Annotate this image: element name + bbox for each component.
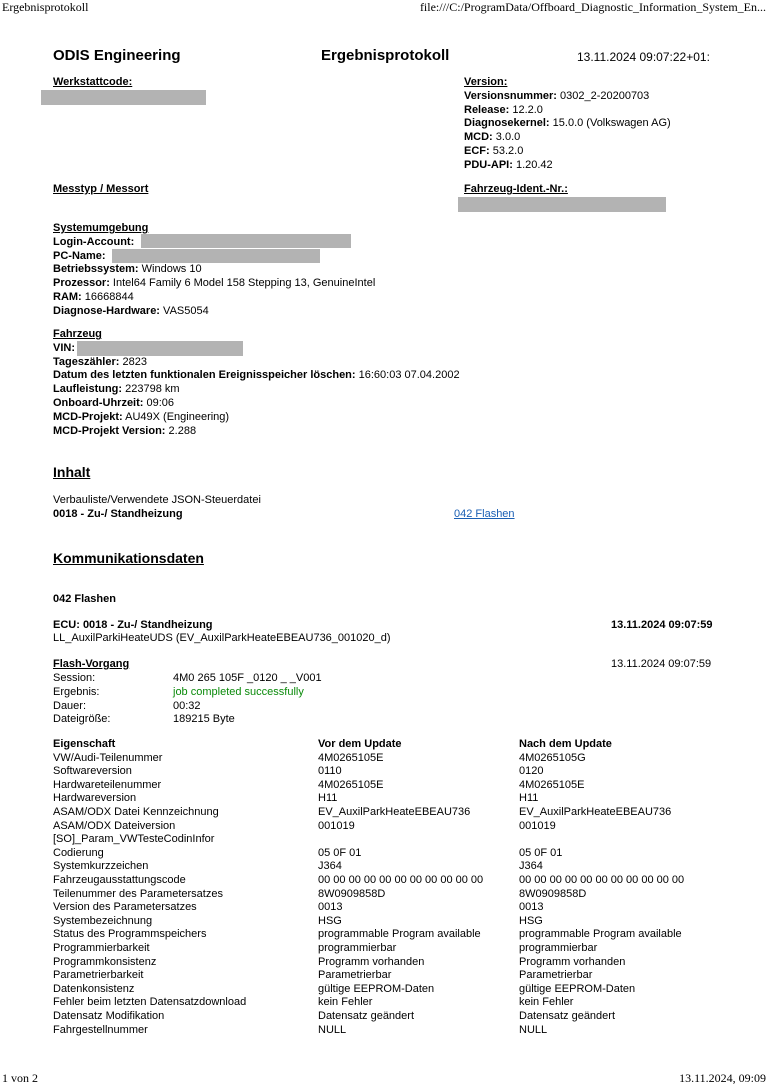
version-label: Version: [464, 76, 508, 88]
property-name: Fahrgestellnummer [53, 1023, 148, 1036]
table-row [0, 915, 768, 929]
value-after: J364 [519, 860, 543, 873]
value-before: 4M0265105E [318, 778, 384, 791]
header-nach-update: Nach dem Update [519, 738, 612, 750]
version-rows [464, 90, 671, 173]
vin-label: VIN: [53, 341, 75, 354]
inhalt-subtitle: Verbauliste/Verwendete JSON-Steuerdatei [53, 494, 261, 506]
section-042-flashen: 042 Flashen [53, 593, 116, 605]
print-footer-page: 1 von 2 [2, 1071, 38, 1085]
version-key: Versionsnummer: [464, 89, 557, 102]
ecu-description: LL_AuxilParkiHeateUDS (EV_AuxilParkHeateEBEAU736_001020_d) [53, 632, 391, 644]
table-row [0, 969, 768, 983]
flash-value: 00:32 [173, 699, 201, 712]
value-before: 00 00 00 00 00 00 00 00 00 00 00 [318, 874, 484, 886]
value-after: 0013 [519, 901, 544, 914]
version-key: MCD: [464, 131, 493, 144]
table-row [0, 942, 768, 956]
property-name: Fehler beim letzten Datensatzdownload [53, 996, 247, 1009]
value-after: 05 0F 01 [519, 846, 563, 859]
system-title: Systemumgebung [53, 222, 149, 234]
fahrzeug-key: Datum des letzten funktionalen Ereignisspeicher löschen: [53, 369, 356, 382]
version-key: Release: [464, 103, 510, 116]
table-row [0, 901, 768, 915]
version-key: PDU-API: [464, 158, 513, 171]
fahrzeug-value: 2.288 [168, 424, 197, 437]
fahrzeug-value: 223798 km [125, 383, 180, 396]
fahrzeug-title: Fahrzeug [53, 328, 102, 340]
value-after: NULL [519, 1023, 548, 1036]
login-account-label: Login-Account: [53, 235, 135, 248]
value-after: 4M0265105G [519, 751, 586, 764]
version-row [464, 131, 671, 145]
value-after: 00 00 00 00 00 00 00 00 00 00 00 [519, 874, 685, 886]
flashen-link[interactable]: 042 Flashen [454, 508, 515, 520]
page-title: Ergebnisprotokoll [321, 47, 450, 64]
table-row [0, 928, 768, 942]
version-key: Diagnosekernel: [464, 117, 550, 130]
value-before: Parametrierbar [318, 969, 392, 982]
value-before: programmierbar [318, 942, 397, 954]
fahrzeug-key: Laufleistung: [53, 383, 123, 396]
system-row [53, 305, 375, 319]
fahrzeug-row [53, 369, 460, 383]
value-after: gültige EEPROM-Daten [519, 982, 636, 995]
table-row [0, 820, 768, 834]
value-after: 4M0265105E [519, 778, 585, 791]
table-row [0, 752, 768, 766]
system-key: Betriebssystem: [53, 263, 139, 276]
value-before: gültige EEPROM-Daten [318, 982, 435, 995]
fahrzeug-row [53, 383, 460, 397]
table-row [0, 874, 768, 888]
system-value: Windows 10 [141, 263, 202, 276]
header-vor-update: Vor dem Update [318, 738, 402, 750]
value-after: programmable Program available [519, 928, 682, 941]
property-name: ASAM/ODX Dateiversion [53, 819, 176, 832]
flash-row [53, 700, 373, 714]
value-before: H11 [318, 792, 338, 805]
flash-key: Dauer: [53, 699, 87, 712]
version-value: 53.2.0 [492, 144, 524, 157]
flash-rows [53, 672, 373, 727]
table-row [0, 765, 768, 779]
flash-value: 189215 Byte [173, 713, 235, 726]
system-key: Prozessor: [53, 277, 110, 290]
property-name: Systembezeichnung [53, 914, 153, 927]
property-name: Parametrierbarkeit [53, 969, 144, 982]
property-name: [SO]_Param_VWTesteCodinInfor [53, 833, 215, 846]
version-key: ECF: [464, 144, 490, 157]
fahrzeug-value: 09:06 [146, 396, 175, 409]
pc-name-label: PC-Name: [53, 249, 106, 262]
value-after: 0120 [519, 765, 544, 778]
redacted-werkstattcode [41, 90, 206, 105]
redacted-vin [77, 341, 243, 356]
redacted-login-account [141, 234, 351, 248]
header-eigenschaft: Eigenschaft [53, 738, 116, 750]
property-name: Version des Parametersatzes [53, 901, 197, 914]
version-row [464, 90, 671, 104]
property-name: Programmkonsistenz [53, 955, 157, 968]
system-key: RAM: [53, 290, 82, 303]
table-row [0, 860, 768, 874]
value-after: 001019 [519, 819, 556, 832]
value-before: Programm vorhanden [318, 955, 425, 968]
table-row [0, 1024, 768, 1038]
flash-value: 4M0 265 105F _0120 _ _V001 [173, 672, 322, 684]
value-before: 001019 [318, 819, 355, 832]
fahrzeug-rows [53, 356, 460, 439]
print-header-title: Ergebnisprotokoll [2, 0, 89, 14]
redacted-fahrzeug-ident [458, 197, 666, 212]
value-before: 4M0265105E [318, 751, 384, 764]
flash-row [53, 713, 373, 727]
version-value: 15.0.0 (Volkswagen AG) [552, 117, 671, 130]
value-after: Datensatz geändert [519, 1010, 616, 1022]
system-key: Diagnose-Hardware: [53, 304, 160, 317]
fahrzeug-row [53, 356, 460, 370]
value-before: Datensatz geändert [318, 1010, 415, 1022]
print-footer-datetime: 13.11.2024, 09:09 [679, 1071, 766, 1085]
system-value: Intel64 Family 6 Model 158 Stepping 13, GenuineIntel [112, 277, 376, 290]
property-name: VW/Audi-Teilenummer [53, 751, 163, 764]
fahrzeug-key: Tageszähler: [53, 355, 120, 368]
property-name: ASAM/ODX Datei Kennzeichnung [53, 806, 219, 818]
properties-header-row [0, 738, 768, 752]
property-name: Datensatz Modifikation [53, 1010, 165, 1022]
value-after: Programm vorhanden [519, 955, 626, 968]
version-value: 0302_2-20200703 [559, 89, 650, 102]
value-before: 8W0909858D [318, 887, 386, 900]
table-row [0, 1010, 768, 1024]
flash-key: Ergebnis: [53, 685, 100, 698]
property-name: Fahrzeugausstattungscode [53, 874, 186, 886]
value-after: H11 [519, 792, 539, 805]
flash-key: Session: [53, 672, 96, 684]
flash-row [53, 672, 373, 686]
value-before: HSG [318, 914, 342, 927]
system-value: 16668844 [84, 290, 134, 303]
table-row [0, 792, 768, 806]
value-before: programmable Program available [318, 928, 481, 941]
value-before: EV_AuxilParkHeateEBEAU736 [318, 806, 471, 818]
value-before: 05 0F 01 [318, 846, 362, 859]
version-row [464, 159, 671, 173]
flash-key: Dateigröße: [53, 713, 111, 726]
print-header-url: file:///C:/ProgramData/Offboard_Diagnostic_Information_System_En... [419, 0, 766, 14]
fahrzeug-row [53, 425, 460, 439]
version-block [464, 76, 671, 173]
value-after: EV_AuxilParkHeateEBEAU736 [519, 806, 672, 818]
fahrzeug-ident-label: Fahrzeug-Ident.-Nr.: [464, 183, 568, 195]
version-value: 3.0.0 [495, 131, 521, 144]
value-before: 0110 [318, 765, 342, 778]
value-after: Parametrierbar [519, 969, 593, 982]
version-row [464, 104, 671, 118]
fahrzeug-value: 2823 [122, 355, 147, 368]
property-name: Programmierbarkeit [53, 942, 150, 954]
table-row [0, 833, 768, 847]
system-row [53, 291, 375, 305]
value-before: J364 [318, 860, 342, 873]
fahrzeug-value: 16:60:03 07.04.2002 [358, 369, 460, 382]
system-row [53, 263, 375, 277]
table-row [0, 956, 768, 970]
property-name: Hardwareversion [53, 792, 137, 805]
inhalt-title: Inhalt [53, 464, 91, 480]
property-name: Softwareversion [53, 765, 132, 778]
property-name: Datenkonsistenz [53, 982, 135, 995]
version-row [464, 117, 671, 131]
table-row [0, 847, 768, 861]
value-after: kein Fehler [519, 996, 574, 1009]
properties-table [0, 738, 768, 1038]
value-after: HSG [519, 914, 543, 927]
value-after: 8W0909858D [519, 887, 587, 900]
system-rows [53, 263, 375, 318]
table-row [0, 888, 768, 902]
value-before: 0013 [318, 901, 343, 914]
value-before: kein Fehler [318, 996, 373, 1009]
system-value: VAS5054 [163, 304, 209, 317]
fahrzeug-key: MCD-Projekt: [53, 410, 123, 423]
inhalt-item: 0018 - Zu-/ Standheizung [53, 508, 183, 520]
property-name: Systemkurzzeichen [53, 860, 149, 873]
ecu-label: ECU: 0018 - Zu-/ Standheizung [53, 619, 213, 631]
property-name: Hardwareteilenummer [53, 778, 162, 791]
fahrzeug-row [53, 411, 460, 425]
table-row [0, 996, 768, 1010]
value-after: programmierbar [519, 942, 598, 954]
version-value: 1.20.42 [515, 158, 553, 171]
version-row [464, 145, 671, 159]
system-row [53, 277, 375, 291]
property-name: Codierung [53, 846, 104, 859]
fahrzeug-key: MCD-Projekt Version: [53, 424, 166, 437]
flash-value: job completed successfully [173, 685, 304, 698]
report-datetime: 13.11.2024 09:07:22+01: [577, 50, 710, 64]
property-name: Teilenummer des Parametersatzes [53, 887, 223, 900]
table-row [0, 983, 768, 997]
redacted-pc-name [112, 249, 320, 263]
flash-title: Flash-Vorgang [53, 658, 130, 670]
property-name: Status des Programmspeichers [53, 928, 207, 941]
flash-row [53, 686, 373, 700]
app-name: ODIS Engineering [53, 47, 181, 64]
werkstattcode-label: Werkstattcode: [53, 76, 133, 88]
fahrzeug-row [53, 397, 460, 411]
messtyp-label: Messtyp / Messort [53, 183, 149, 195]
table-row [0, 779, 768, 793]
table-row [0, 806, 768, 820]
fahrzeug-key: Onboard-Uhrzeit: [53, 396, 144, 409]
value-before: NULL [318, 1023, 347, 1036]
ecu-timestamp: 13.11.2024 09:07:59 [611, 619, 713, 631]
version-value: 12.2.0 [512, 103, 543, 116]
flash-timestamp: 13.11.2024 09:07:59 [611, 658, 712, 670]
fahrzeug-value: AU49X (Engineering) [125, 410, 230, 423]
kommunikationsdaten-title: Kommunikationsdaten [53, 550, 204, 566]
